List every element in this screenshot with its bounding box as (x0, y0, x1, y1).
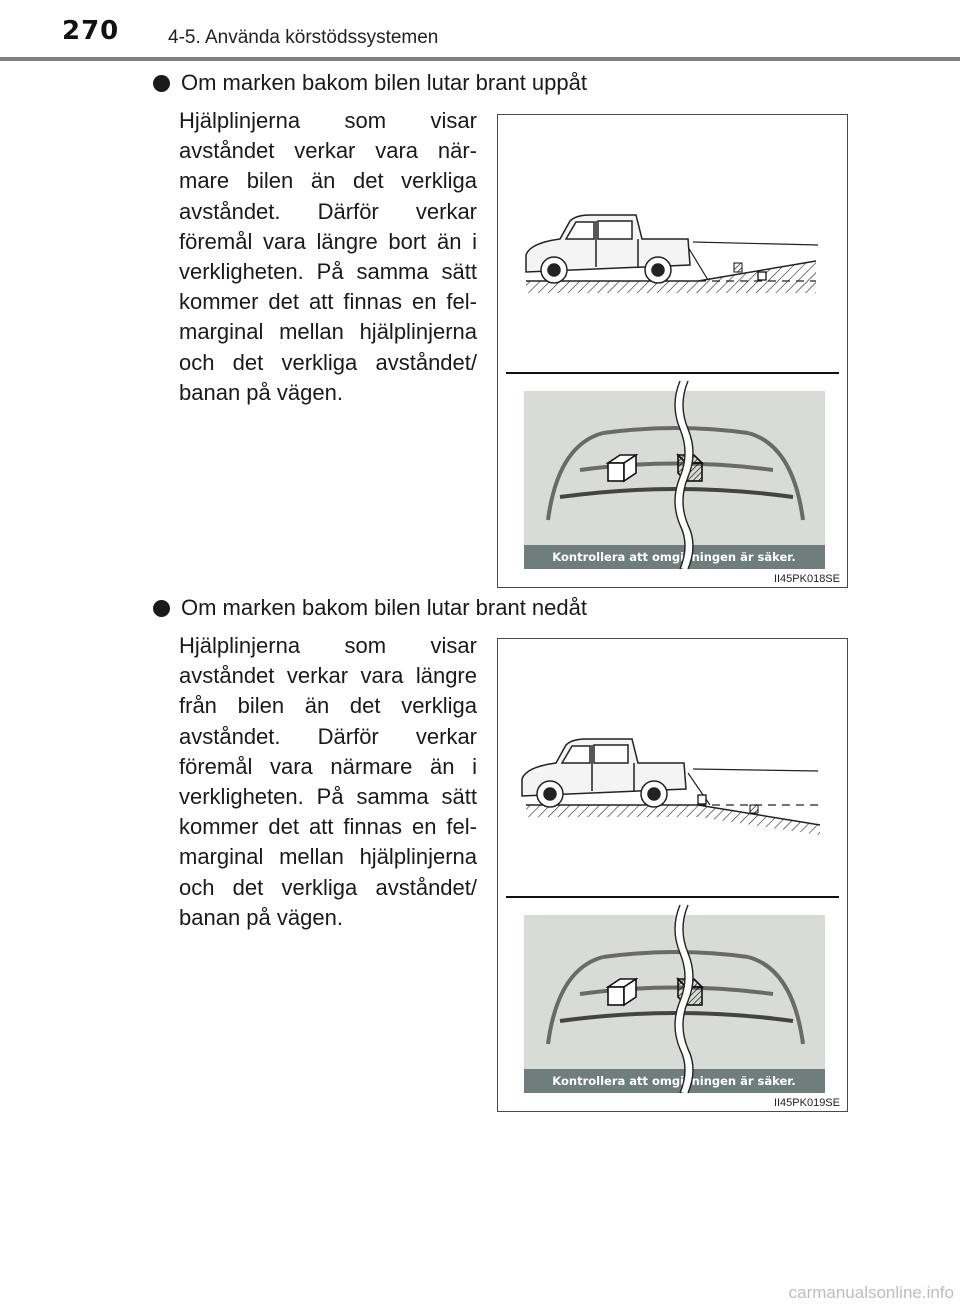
bullet-icon (153, 600, 170, 617)
bullet-heading-downhill (153, 595, 587, 621)
heading-text: Om marken bakom bilen lutar brant nedåt (181, 595, 587, 620)
watermark: carmanualsonline.info (788, 1283, 954, 1302)
heading-text: Om marken bakom bilen lutar brant uppåt (181, 70, 587, 95)
figure-code: II45PK018SE (773, 573, 840, 585)
figure-uphill-illustration (498, 115, 847, 587)
header-rule (0, 57, 960, 61)
figure-downhill-illustration (498, 639, 847, 1111)
body-text-downhill: Hjälplinjerna som visar avståndet verkar vara längre från bilen än det verkliga avståndet. Därför verkar föremål vara närmare än i verkligheten. På samma sätt kommer det att finnas en fel- marginal mellan hjälplinjerna och det verkliga avståndet/ banan på vägen. (179, 633, 477, 930)
camera-message: Kontrollera att omgivningen är säker. (552, 1074, 796, 1088)
body-text-uphill: Hjälplinjerna som visar avståndet verkar vara när- mare bilen än det verkliga avståndet. Därför verkar föremål vara längre bort än i verkligheten. På samma sätt kommer det att finnas en fel- marginal mellan hjälplinjerna och det verkliga avståndet/ banan på vägen. (179, 108, 477, 405)
pickup-truck-icon (522, 739, 686, 807)
figure-uphill (497, 114, 848, 588)
bullet-icon (153, 75, 170, 92)
bullet-heading-uphill (153, 70, 587, 96)
camera-view-uphill (524, 391, 825, 569)
side-view-uphill (526, 215, 818, 293)
side-view-downhill (522, 739, 820, 835)
camera-view-downhill (524, 915, 825, 1093)
chapter-title: 4-5. Använda körstödssystemen (168, 27, 439, 48)
figure-code: II45PK019SE (773, 1097, 840, 1109)
figure-downhill (497, 638, 848, 1112)
page-number: 270 (62, 16, 120, 46)
pickup-truck-icon (526, 215, 690, 283)
camera-message: Kontrollera att omgivningen är säker. (552, 550, 796, 564)
